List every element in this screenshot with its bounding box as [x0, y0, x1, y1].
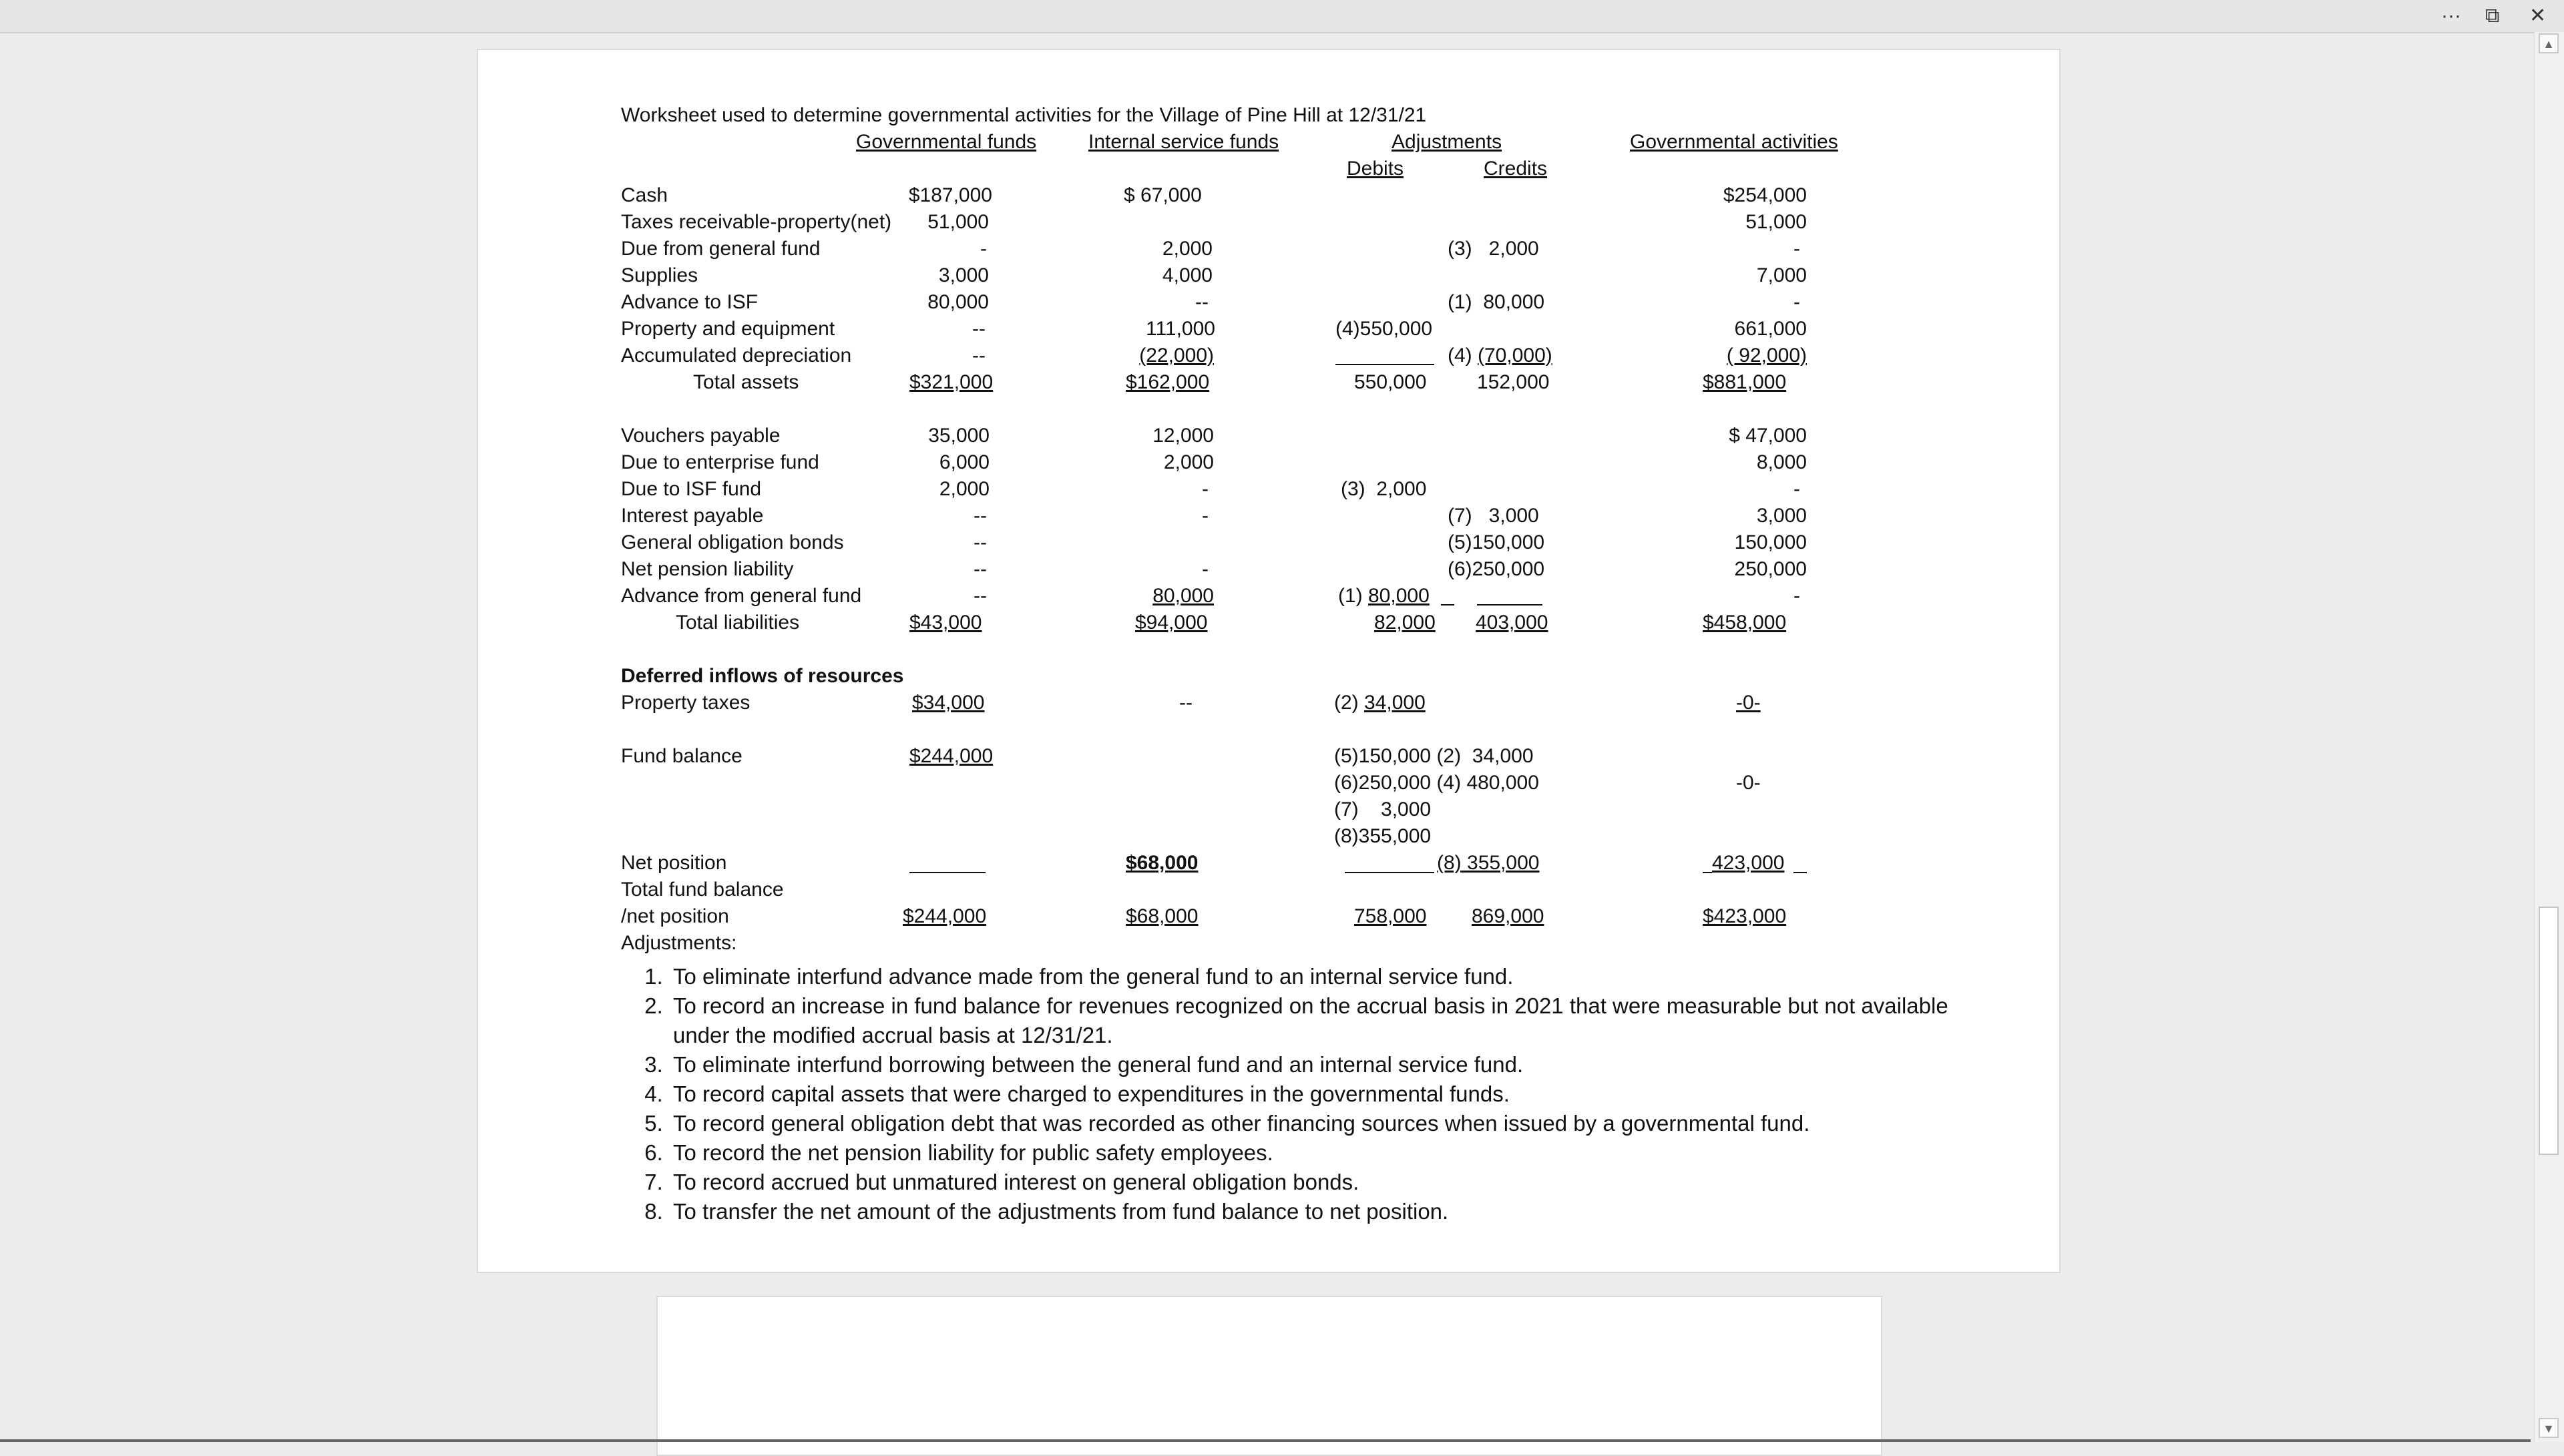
debit-value: (3) 2,000: [1341, 478, 1427, 500]
scroll-thumb[interactable]: [2539, 907, 2559, 1155]
row-label: General obligation bonds: [621, 531, 844, 553]
total-liabilities-label: Total liabilities: [676, 612, 800, 634]
gf-value: $187,000: [908, 184, 992, 206]
gf-total: $321,000: [909, 371, 994, 393]
ga-total: $458,000: [1703, 612, 1787, 634]
credit-value: (7) 3,000: [1448, 505, 1539, 527]
adjustment-line: (8)355,000: [1334, 825, 1432, 847]
gf-value: 2,000: [939, 478, 990, 500]
vertical-scrollbar[interactable]: [2534, 32, 2564, 1442]
isf-value: -: [1202, 478, 1209, 500]
list-item: 7. To record accrued but unmatured interest on general obligation bonds.: [669, 1168, 1978, 1197]
scroll-down-icon[interactable]: ▼: [2539, 1418, 2559, 1438]
isf-total: $94,000: [1135, 612, 1208, 634]
row-label: Property taxes: [621, 692, 751, 714]
close-icon[interactable]: ✕: [2529, 5, 2547, 27]
isf-total: $68,000: [1126, 905, 1199, 927]
isf-value: 2,000: [1162, 238, 1213, 260]
debit-total: 758,000: [1354, 905, 1427, 927]
list-item: 2. To record an increase in fund balance for revenues recognized on the accrual basis in 2021 that were measurable but not available under the modified accrual basis at 12/31/21.: [669, 991, 1978, 1050]
underline-rule: [909, 872, 986, 873]
adjustments-heading: Adjustments:: [621, 932, 737, 954]
header-governmental-activities: Governmental activities: [1630, 131, 1838, 153]
gf-total: $43,000: [909, 612, 982, 634]
isf-value: 80,000: [1152, 585, 1214, 607]
ga-value: -0-: [1736, 772, 1761, 794]
isf-value: -: [1202, 505, 1209, 527]
row-label: Advance to ISF: [621, 291, 759, 313]
more-options-icon[interactable]: ···: [2441, 5, 2461, 27]
isf-total: $162,000: [1126, 371, 1210, 393]
underline-rule: [1793, 872, 1807, 873]
adjustment-line: (7) 3,000: [1334, 798, 1432, 820]
ga-value: -0-: [1736, 692, 1761, 714]
ga-value: 661,000: [1734, 318, 1807, 340]
underline-rule: [1477, 604, 1542, 605]
row-label: Accumulated depreciation: [621, 344, 852, 367]
debit-prefix: (2): [1334, 692, 1364, 714]
credit-amount: (70,000): [1478, 344, 1552, 367]
ga-value: -: [1793, 238, 1800, 260]
fund-balance-label: Fund balance: [621, 745, 742, 767]
ga-value: 8,000: [1756, 451, 1807, 473]
next-document-page: [656, 1296, 1882, 1456]
isf-value: --: [1179, 692, 1193, 714]
list-item: 1. To eliminate interfund advance made from the general fund to an internal service fund.: [669, 962, 1978, 991]
credit-value: (1) 80,000: [1448, 291, 1545, 313]
credit-total: 869,000: [1472, 905, 1544, 927]
ga-value: $254,000: [1723, 184, 1807, 206]
gf-value: 35,000: [928, 425, 990, 447]
row-label: Property and equipment: [621, 318, 835, 340]
gf-value: 51,000: [927, 211, 989, 233]
debit-prefix: (1): [1338, 585, 1368, 607]
credit-prefix: (4): [1448, 344, 1478, 367]
net-position-label: Net position: [621, 852, 727, 874]
credit-value: (5)150,000: [1448, 531, 1545, 553]
underline-rule: [1335, 364, 1434, 365]
ga-value: 423,000: [1712, 852, 1785, 874]
underline-rule: [1441, 604, 1454, 605]
gf-value: 3,000: [938, 264, 989, 286]
row-label: Taxes receivable-property(net): [621, 211, 892, 233]
debit-value: [1334, 691, 1426, 715]
row-label: Due from general fund: [621, 238, 821, 260]
row-label: Supplies: [621, 264, 698, 286]
row-label: Interest payable: [621, 505, 764, 527]
adjustments-list: [616, 962, 1978, 1226]
list-item: 8. To transfer the net amount of the adjustments from fund balance to net position.: [669, 1197, 1978, 1226]
isf-value: 12,000: [1152, 425, 1214, 447]
debit-value: [1338, 584, 1430, 608]
isf-value: -: [1202, 558, 1209, 580]
credit-amount: 355,000: [1461, 852, 1540, 874]
deferred-heading: Deferred inflows of resources: [621, 665, 904, 687]
list-item: 6. To record the net pension liability for public safety employees.: [669, 1138, 1978, 1168]
ga-value: 250,000: [1734, 558, 1807, 580]
isf-value: 4,000: [1162, 264, 1213, 286]
gf-value: --: [974, 531, 987, 553]
list-item: 5. To record general obligation debt that was recorded as other financing sources when issued by a governmental fund.: [669, 1109, 1978, 1138]
isf-value: 2,000: [1163, 451, 1214, 473]
isf-value: $68,000: [1126, 852, 1199, 874]
status-divider: [0, 1439, 2531, 1442]
ga-value: 150,000: [1734, 531, 1807, 553]
ga-value: -: [1793, 291, 1800, 313]
gf-value: $34,000: [912, 692, 985, 714]
row-label: Due to enterprise fund: [621, 451, 819, 473]
header-debits: Debits: [1347, 158, 1404, 180]
isf-value: 111,000: [1146, 318, 1215, 340]
restore-window-icon[interactable]: ⧉: [2485, 5, 2500, 27]
gf-value: --: [974, 585, 987, 607]
total-assets-label: Total assets: [693, 371, 799, 393]
isf-value: $ 67,000: [1124, 184, 1202, 206]
debit-amount: 80,000: [1368, 585, 1430, 607]
debit-value: (4)550,000: [1335, 318, 1433, 340]
list-item: 4. To record capital assets that were charged to expenditures in the governmental funds.: [669, 1079, 1978, 1109]
header-adjustments: Adjustments: [1392, 131, 1502, 153]
header-internal-service-funds: Internal service funds: [1088, 131, 1279, 153]
total-fund-balance-label: Total fund balance: [621, 879, 784, 901]
isf-value: --: [1195, 291, 1209, 313]
net-position-sublabel: /net position: [621, 905, 729, 927]
ga-total: $423,000: [1703, 905, 1787, 927]
credit-value: [1437, 851, 1539, 875]
scroll-up-icon[interactable]: ▲: [2539, 33, 2559, 53]
header-credits: Credits: [1484, 158, 1548, 180]
list-item: 3. To eliminate interfund borrowing between the general fund and an internal service fund.: [669, 1050, 1978, 1079]
gf-value: --: [972, 318, 986, 340]
debit-total: 550,000: [1354, 371, 1427, 393]
underline-rule: [1703, 872, 1712, 873]
ga-value: $ 47,000: [1729, 425, 1807, 447]
gf-total: $244,000: [903, 905, 987, 927]
gf-value: 80,000: [927, 291, 989, 313]
ga-total: $881,000: [1703, 371, 1787, 393]
credit-value: (6)250,000: [1448, 558, 1545, 580]
adjustment-line: (5)150,000 (2) 34,000: [1334, 745, 1534, 767]
ga-value: 7,000: [1756, 264, 1807, 286]
credit-total: 403,000: [1476, 612, 1548, 634]
ga-value: ( 92,000): [1726, 344, 1807, 367]
window-title-bar: [0, 0, 2564, 33]
row-label: Due to ISF fund: [621, 478, 762, 500]
gf-value: 6,000: [939, 451, 990, 473]
isf-value: (22,000): [1139, 344, 1214, 367]
gf-value: --: [972, 344, 986, 367]
gf-value: --: [974, 505, 987, 527]
row-label: Advance from general fund: [621, 585, 862, 607]
document-page: [477, 49, 2061, 1273]
gf-value: -: [980, 238, 987, 260]
credit-prefix: (8): [1437, 852, 1462, 874]
gf-value: --: [974, 558, 987, 580]
row-label: Vouchers payable: [621, 425, 781, 447]
row-label: Cash: [621, 184, 668, 206]
ga-value: -: [1793, 478, 1800, 500]
underline-rule: [1345, 872, 1434, 873]
row-label: Net pension liability: [621, 558, 794, 580]
credit-value: [1448, 344, 1552, 368]
credit-total: 152,000: [1477, 371, 1550, 393]
header-governmental-funds: Governmental funds: [856, 131, 1037, 153]
gf-value: $244,000: [909, 745, 994, 767]
ga-value: 3,000: [1756, 505, 1807, 527]
debit-amount: 34,000: [1364, 692, 1426, 714]
ga-value: 51,000: [1745, 211, 1807, 233]
worksheet-title: Worksheet used to determine governmental activities for the Village of Pine Hill at 12/31/21: [621, 104, 1427, 126]
adjustment-line: (6)250,000 (4) 480,000: [1334, 772, 1539, 794]
credit-value: (3) 2,000: [1448, 238, 1539, 260]
debit-total: 82,000: [1374, 612, 1436, 634]
ga-value: -: [1793, 585, 1800, 607]
